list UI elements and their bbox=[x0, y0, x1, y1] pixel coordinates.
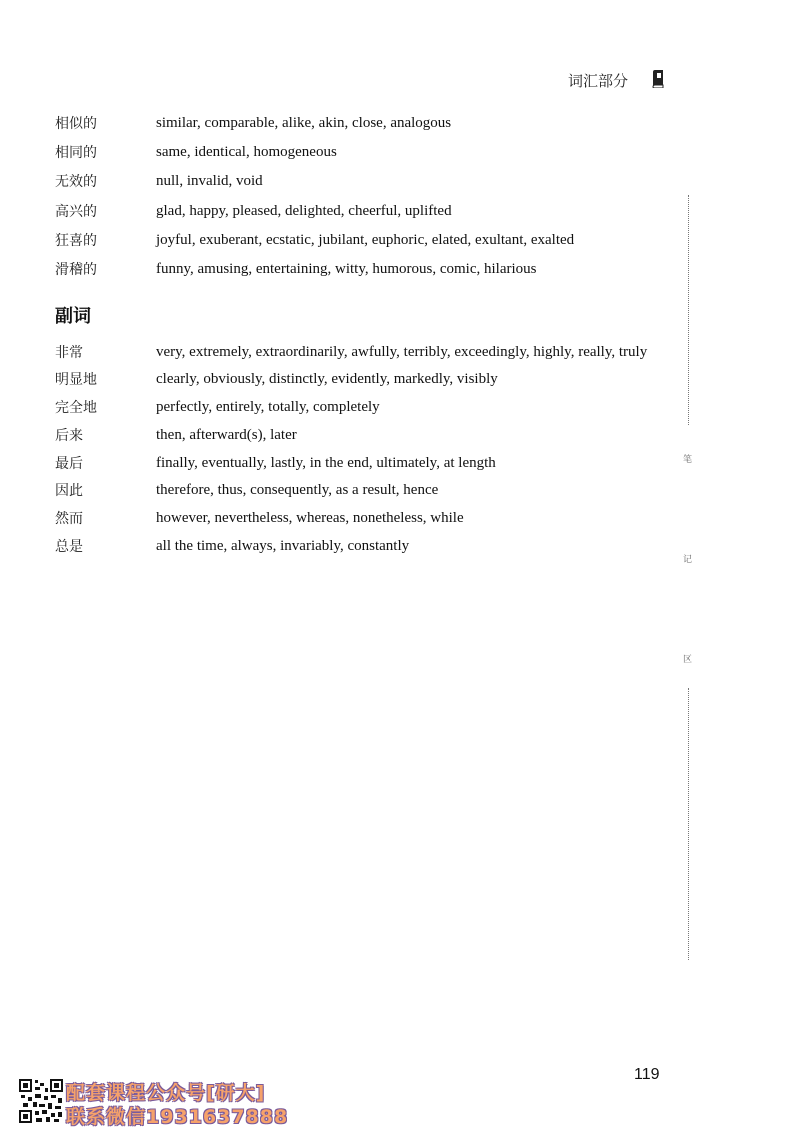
list-item bbox=[0, 508, 720, 532]
list-item bbox=[0, 397, 720, 421]
list-item bbox=[0, 536, 720, 560]
note-area-label: 记 bbox=[683, 555, 693, 565]
chinese-term: 高兴的 bbox=[55, 204, 97, 220]
english-synonyms: therefore, thus, consequently, as a result, hence bbox=[156, 482, 439, 498]
english-synonyms: joyful, exuberant, ecstatic, jubilant, euphoric, elated, exultant, exalted bbox=[156, 232, 575, 248]
chinese-term: 无效的 bbox=[55, 174, 97, 190]
chinese-term: 总是 bbox=[55, 539, 83, 555]
english-synonyms: finally, eventually, lastly, in the end, ultimately, at length bbox=[156, 455, 496, 471]
promo-text: 配套课程公众号[研大] bbox=[66, 1082, 266, 1104]
english-synonyms: similar, comparable, alike, akin, close, analogous bbox=[156, 115, 452, 131]
promo-contact: 联系微信1931637888 bbox=[66, 1106, 289, 1128]
chinese-term: 相同的 bbox=[55, 145, 97, 161]
chinese-term: 明显地 bbox=[55, 372, 97, 388]
english-synonyms: however, nevertheless, whereas, nonetheless, while bbox=[156, 510, 464, 526]
english-synonyms: then, afterward(s), later bbox=[156, 427, 297, 443]
english-synonyms: very, extremely, extraordinarily, awfully, terribly, exceedingly, highly, really, truly bbox=[156, 344, 648, 360]
page-number: 119 bbox=[634, 1066, 660, 1083]
qr-code-icon bbox=[18, 1078, 64, 1124]
list-item bbox=[0, 171, 720, 195]
note-area-label: 区 bbox=[683, 655, 693, 665]
english-synonyms: same, identical, homogeneous bbox=[156, 144, 337, 160]
chinese-term: 完全地 bbox=[55, 400, 97, 416]
chinese-term: 滑稽的 bbox=[55, 262, 97, 278]
list-item bbox=[0, 259, 720, 283]
list-item bbox=[0, 453, 720, 477]
english-synonyms: all the time, always, invariably, constantly bbox=[156, 538, 410, 554]
list-item bbox=[0, 201, 720, 225]
note-area-divider bbox=[688, 195, 689, 425]
section-title: 词汇部分 bbox=[568, 72, 629, 90]
chinese-term: 然而 bbox=[55, 511, 83, 527]
chinese-term: 相似的 bbox=[55, 116, 97, 132]
chinese-term: 非常 bbox=[55, 345, 83, 361]
english-synonyms: funny, amusing, entertaining, witty, humorous, comic, hilarious bbox=[156, 261, 537, 277]
list-item bbox=[0, 369, 720, 393]
chinese-term: 狂喜的 bbox=[55, 233, 97, 249]
note-area-label: 笔 bbox=[683, 455, 693, 465]
chinese-term: 因此 bbox=[55, 483, 83, 499]
list-item bbox=[0, 342, 720, 366]
list-item bbox=[0, 425, 720, 449]
list-item bbox=[0, 230, 720, 254]
english-synonyms: null, invalid, void bbox=[156, 173, 263, 189]
list-item bbox=[0, 480, 720, 504]
english-synonyms: perfectly, entirely, totally, completely bbox=[156, 399, 380, 415]
chinese-term: 后来 bbox=[55, 428, 83, 444]
chinese-term: 最后 bbox=[55, 456, 83, 472]
list-item bbox=[0, 113, 720, 137]
adverbs-heading: 副词 bbox=[55, 306, 91, 327]
book-bookmark-icon bbox=[651, 70, 665, 88]
list-item bbox=[0, 142, 720, 166]
english-synonyms: clearly, obviously, distinctly, evidently, markedly, visibly bbox=[156, 371, 498, 387]
note-area-divider bbox=[688, 688, 689, 960]
english-synonyms: glad, happy, pleased, delighted, cheerful, uplifted bbox=[156, 203, 452, 219]
